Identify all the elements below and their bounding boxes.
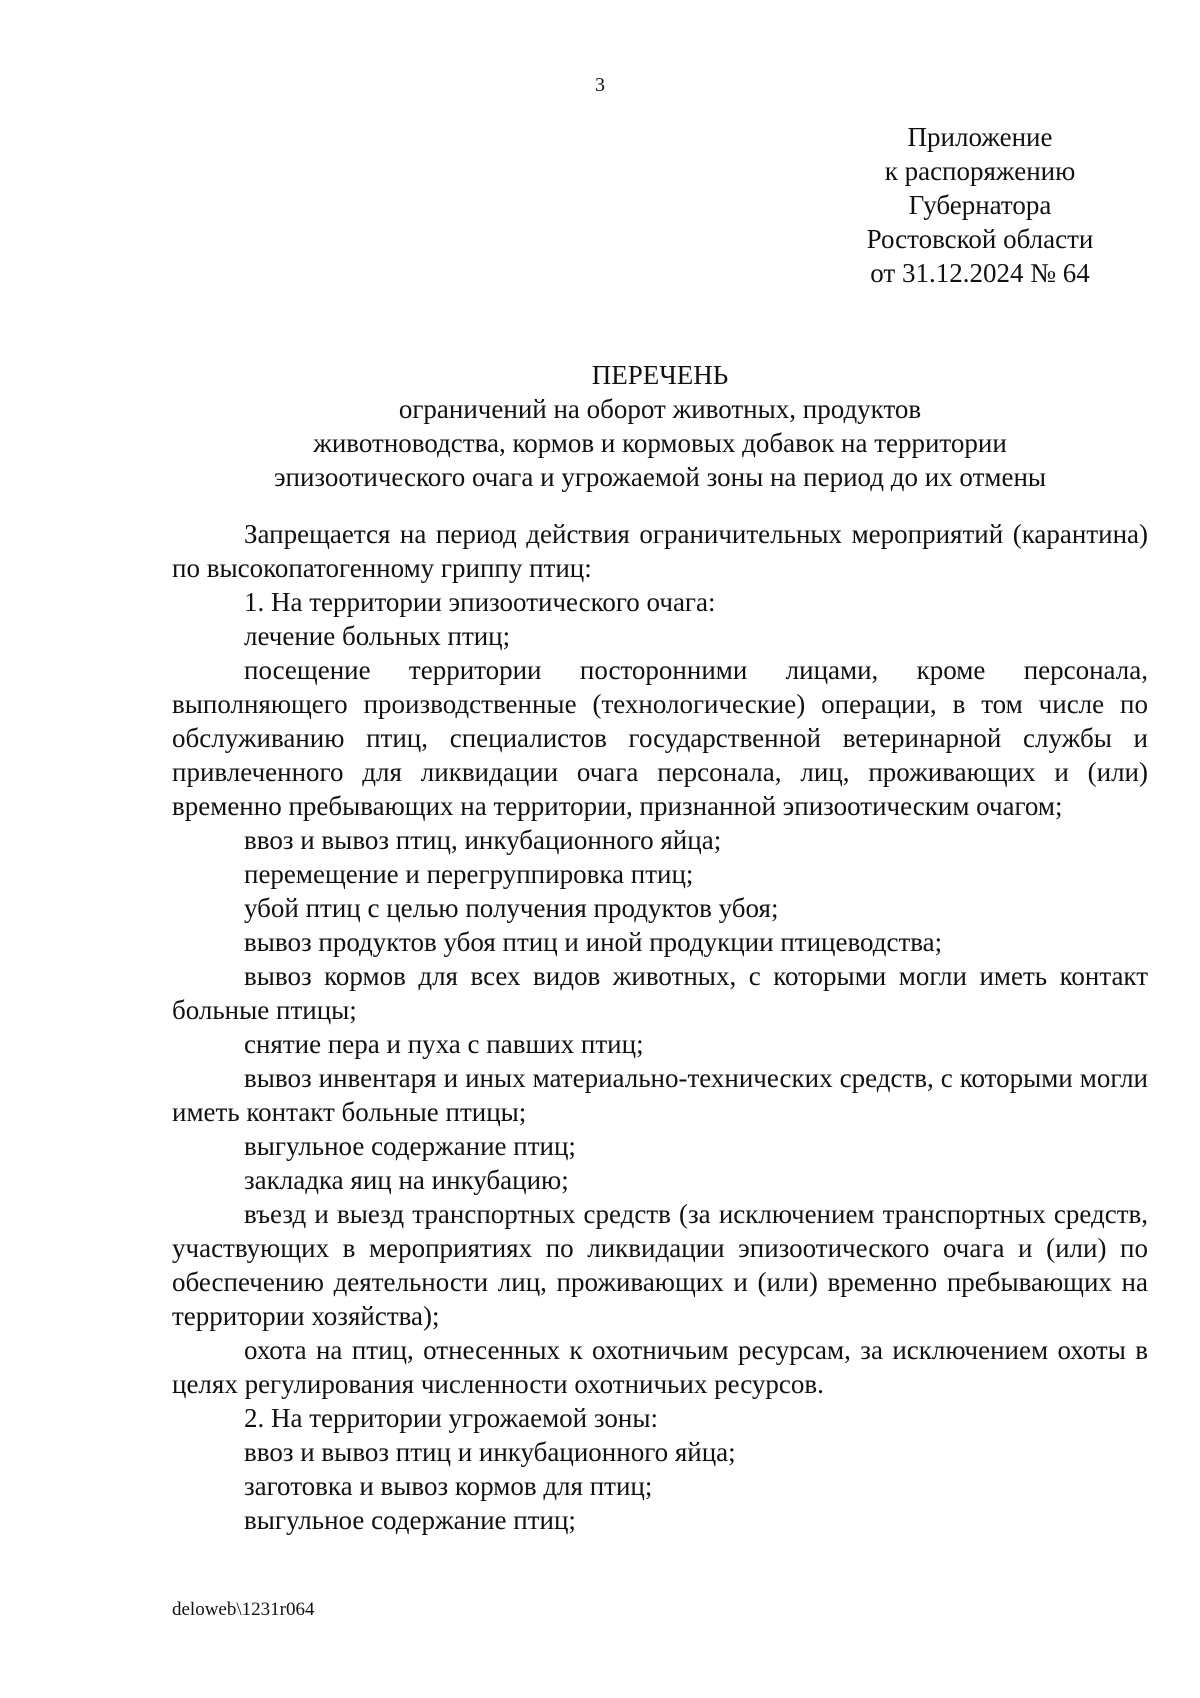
list-item: вывоз инвентаря и иных материально-технических средств, с которыми могли иметь контакт больные птицы; [172, 1063, 1148, 1127]
list-item: ввоз и вывоз птиц, инкубационного яйца; [244, 825, 722, 855]
section-heading: 2. На территории угрожаемой зоны: [244, 1403, 658, 1433]
appendix-header [835, 120, 1125, 290]
list-item: охота на птиц, отнесенных к охотничьим ресурсам, за исключением охоты в целях регулирования численности охотничьих ресурсов. [172, 1335, 1148, 1399]
list-item: ввоз и вывоз птиц и инкубационного яйца; [244, 1437, 736, 1467]
appendix-line: к распоряжению [884, 156, 1076, 186]
title-line: ограничений на оборот животных, продуктов [398, 394, 922, 424]
appendix-line: от 31.12.2024 № 64 [870, 258, 1090, 288]
document-title [170, 358, 1150, 494]
title-line: эпизоотического очага и угрожаемой зоны на период до их отмены [273, 462, 1047, 492]
list-item: закладка яиц на инкубацию; [244, 1165, 569, 1195]
title-line: животноводства, кормов и кормовых добавок на территории [313, 428, 1007, 458]
list-item: посещение территории посторонними лицами, кроме персонала, выполняющего производственные (технологические) операции, в том числе по обслуживанию птиц, специалистов государственной ветеринарной службы и привлеченного для ликвидации очага персонала, лиц, проживающих и (или) временно пребывающих на территории, признанной эпизоотическим очагом; [172, 655, 1148, 821]
list-item: заготовка и вывоз кормов для птиц; [244, 1471, 653, 1501]
page-number: 3 [595, 74, 605, 96]
list-item: убой птиц с целью получения продуктов убоя; [244, 893, 779, 923]
list-item: лечение больных птиц; [244, 621, 511, 651]
list-item: въезд и выезд транспортных средств (за исключением транспортных средств, участвующих в мероприятиях по ликвидации эпизоотического очага и (или) по обеспечению деятельности лиц, проживающих и (или) временно пребывающих на территории хозяйства); [172, 1199, 1148, 1331]
list-item: вывоз продуктов убоя птиц и иной продукции птицеводства; [244, 927, 943, 957]
list-item: снятие пера и пуха с павших птиц; [244, 1029, 644, 1059]
appendix-line: Ростовской области [866, 224, 1094, 254]
title-heading: ПЕРЕЧЕНЬ [591, 360, 729, 390]
appendix-line: Губернатора [908, 190, 1052, 220]
document-body [172, 517, 1148, 1537]
list-item: выгульное содержание птиц; [244, 1131, 576, 1161]
appendix-line: Приложение [907, 122, 1053, 152]
footer-document-code: deloweb\1231r064 [172, 1599, 315, 1620]
paragraph: Запрещается на период действия ограничительных мероприятий (карантина) по высокопатогенному гриппу птиц: [172, 519, 1148, 583]
list-item: перемещение и перегруппировка птиц; [244, 859, 694, 889]
section-heading: 1. На территории эпизоотического очага: [244, 587, 716, 617]
list-item: выгульное содержание птиц; [244, 1505, 576, 1535]
list-item: вывоз кормов для всех видов животных, с которыми могли иметь контакт больные птицы; [172, 961, 1148, 1025]
